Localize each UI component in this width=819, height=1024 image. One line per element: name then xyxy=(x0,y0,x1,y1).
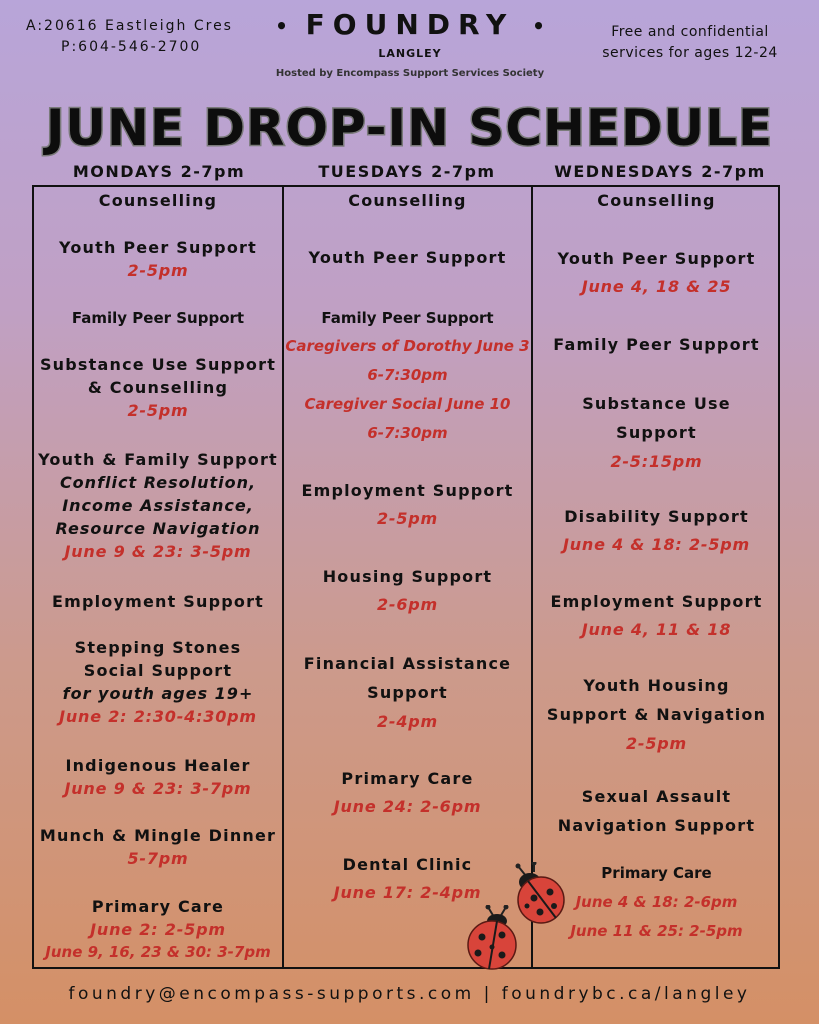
service-name: Counselling xyxy=(597,191,716,210)
service-time: 6-7:30pm xyxy=(367,366,448,384)
service-time: 5-7pm xyxy=(127,849,189,868)
tagline-line-1: Free and confidential xyxy=(611,24,769,40)
service-time: 6-7:30pm xyxy=(367,424,448,442)
service-note: Income Assistance, xyxy=(62,496,254,515)
list-item xyxy=(284,304,531,448)
service-name-line-2: Social Support xyxy=(83,661,233,680)
service-name: Youth Housing xyxy=(583,676,730,695)
list-item xyxy=(533,782,780,840)
service-note: Conflict Resolution, xyxy=(59,473,257,492)
service-note: for youth ages 19+ xyxy=(62,684,254,703)
list-item xyxy=(533,671,780,758)
service-name-line-2: Support xyxy=(367,683,448,702)
service-name: Indigenous Healer xyxy=(65,756,251,775)
day-header-wednesday: WEDNESDAYS 2-7pm xyxy=(554,162,766,181)
column-divider xyxy=(531,187,533,967)
list-item xyxy=(533,389,780,476)
logo-dot-left: • xyxy=(275,14,288,38)
service-name: Primary Care xyxy=(601,864,712,882)
tagline xyxy=(595,22,785,64)
service-time: June 4, 18 & 25 xyxy=(581,277,732,296)
service-name: Dental Clinic xyxy=(342,855,473,874)
service-time: 2-5pm xyxy=(376,509,439,528)
brand-logo xyxy=(240,8,580,79)
list-item xyxy=(284,477,531,533)
brand-name: FOUNDRY xyxy=(305,8,515,41)
list-item xyxy=(533,588,780,644)
service-time: 2-6pm xyxy=(376,595,439,614)
service-name: Youth Peer Support xyxy=(59,238,257,257)
service-name: Family Peer Support xyxy=(321,309,494,327)
service-time: June 9 & 23: 3-5pm xyxy=(64,542,252,561)
service-time: June 4, 11 & 18 xyxy=(581,620,732,639)
address: A:20616 Eastleigh Cres xyxy=(26,18,233,34)
service-time: June 24: 2-6pm xyxy=(333,797,482,816)
service-name: Substance Use xyxy=(582,394,731,413)
service-time: June 17: 2-4pm xyxy=(333,883,482,902)
service-name: Financial Assistance xyxy=(303,654,512,673)
page-title: JUNE DROP-IN SCHEDULE xyxy=(45,99,774,157)
service-name-line-2: & Counselling xyxy=(87,378,229,397)
list-item xyxy=(34,307,282,330)
service-name: Youth & Family Support xyxy=(38,450,278,469)
list-item xyxy=(284,563,531,619)
service-name: Sexual Assault xyxy=(581,787,732,806)
list-item xyxy=(284,649,531,736)
footer-contact: foundry@encompass-supports.com | foundrybc.ca/langley xyxy=(68,984,751,1004)
day-header-tuesday: TUESDAYS 2-7pm xyxy=(318,162,496,181)
hosted-by: Hosted by Encompass Support Services Society xyxy=(275,68,545,79)
service-name: Employment Support xyxy=(550,592,763,611)
service-time: June 2: 2:30-4:30pm xyxy=(59,707,257,726)
list-item xyxy=(533,333,780,356)
service-time: 2-4pm xyxy=(376,712,439,731)
list-item xyxy=(533,245,780,301)
service-time: Caregivers of Dorothy June 3 xyxy=(285,337,530,355)
service-name: Primary Care xyxy=(341,769,474,788)
list-item xyxy=(284,765,531,821)
logo-dot-right: • xyxy=(532,14,545,38)
list-item xyxy=(34,189,282,212)
service-name: Youth Peer Support xyxy=(557,249,756,268)
phone: P:604-546-2700 xyxy=(61,39,202,55)
service-time: June 11 & 25: 2-5pm xyxy=(570,922,743,940)
service-name: Counselling xyxy=(98,191,218,210)
list-item xyxy=(34,824,282,870)
list-item xyxy=(533,503,780,559)
list-item xyxy=(34,590,282,613)
list-item xyxy=(34,754,282,800)
service-time: June 2: 2-5pm xyxy=(90,920,226,939)
service-time: 2-5pm xyxy=(127,401,189,420)
service-name-line-2: Support & Navigation xyxy=(546,705,767,724)
service-name: Family Peer Support xyxy=(553,335,760,354)
list-item xyxy=(34,236,282,282)
service-time: June 9 & 23: 3-7pm xyxy=(64,779,252,798)
service-note: Resource Navigation xyxy=(55,519,261,538)
service-name: Employment Support xyxy=(301,481,514,500)
service-name: Disability Support xyxy=(564,507,749,526)
service-name: Primary Care xyxy=(91,897,225,916)
list-item xyxy=(533,859,780,946)
service-time: Caregiver Social June 10 xyxy=(304,395,511,413)
service-time: June 4 & 18: 2-6pm xyxy=(575,893,738,911)
service-name: Substance Use Support xyxy=(39,355,277,374)
contact-info xyxy=(26,16,248,58)
service-name-line-2: Support xyxy=(616,423,697,442)
service-time: 2-5pm xyxy=(625,734,688,753)
service-name: Counselling xyxy=(348,191,467,210)
service-name: Employment Support xyxy=(51,592,265,611)
list-item xyxy=(284,246,531,269)
list-item xyxy=(34,353,282,422)
list-item xyxy=(34,636,282,728)
tagline-line-2: services for ages 12-24 xyxy=(602,45,778,61)
service-name: Family Peer Support xyxy=(71,309,245,327)
service-name-line-2: Navigation Support xyxy=(557,816,756,835)
schedule-grid xyxy=(32,185,780,969)
service-time: 2-5:15pm xyxy=(610,452,703,471)
service-time: June 9, 16, 23 & 30: 3-7pm xyxy=(45,943,271,961)
day-header-monday: MONDAYS 2-7pm xyxy=(72,162,246,181)
list-item xyxy=(533,189,780,212)
brand-location: LANGLEY xyxy=(378,47,442,60)
service-name: Stepping Stones xyxy=(74,638,242,657)
service-time: 2-5pm xyxy=(127,261,189,280)
list-item xyxy=(284,851,531,907)
list-item xyxy=(284,189,531,212)
service-name: Housing Support xyxy=(322,567,493,586)
list-item xyxy=(34,895,282,964)
service-time: June 4 & 18: 2-5pm xyxy=(562,535,751,554)
list-item xyxy=(34,448,282,563)
service-name: Youth Peer Support xyxy=(308,248,507,267)
ladybug-icon xyxy=(464,905,524,971)
service-name: Munch & Mingle Dinner xyxy=(39,826,277,845)
